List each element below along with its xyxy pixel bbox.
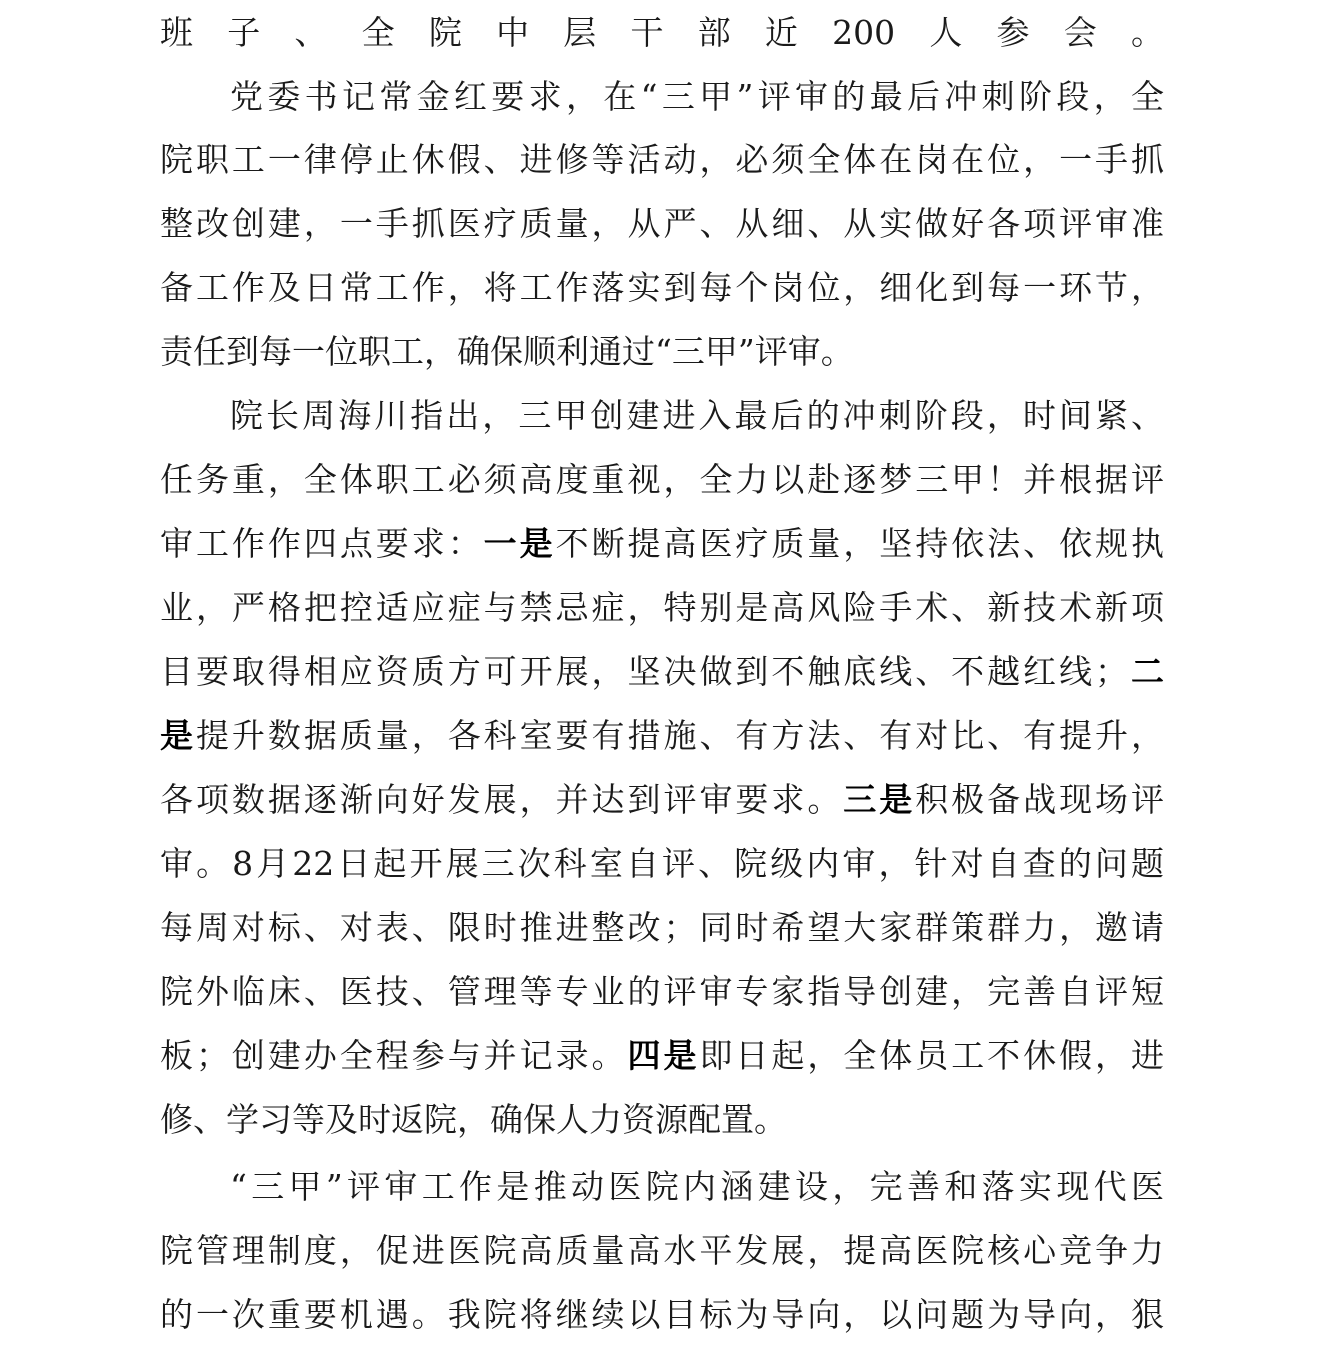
- text-line: 班子、全院中层干部近200人参会。: [160, 13, 1164, 52]
- text-line: 目要取得相应资质方可开展，坚决做到不触底线、不越红线；二: [160, 652, 1165, 691]
- bold-marker: 是: [160, 716, 196, 755]
- text-line: 院管理制度，促进医院高质量高水平发展，提高医院核心竞争力: [160, 1231, 1164, 1270]
- text-line: 业，严格把控适应症与禁忌症，特别是高风险手术、新技术新项: [160, 588, 1164, 627]
- paragraph-first-line: “三甲”评审工作是推动医院内涵建设，完善和落实现代医: [230, 1167, 1164, 1206]
- text-line: 的一次重要机遇。我院将继续以目标为导向，以问题为导向，狠: [160, 1295, 1164, 1334]
- paragraph-first-line: 党委书记常金红要求，在“三甲”评审的最后冲刺阶段，全: [230, 77, 1164, 116]
- text-line: 整改创建，一手抓医疗质量，从严、从细、从实做好各项评审准: [160, 204, 1164, 243]
- text-line: 审工作作四点要求：一是不断提高医疗质量，坚持依法、依规执: [160, 524, 1165, 563]
- text-line: 各项数据逐渐向好发展，并达到评审要求。三是积极备战现场评: [160, 780, 1165, 819]
- bold-marker: 一是: [483, 524, 556, 563]
- text-line: 是提升数据质量，各科室要有措施、有方法、有对比、有提升，: [160, 716, 1165, 755]
- bold-marker: 四是: [627, 1036, 700, 1075]
- bold-marker: 三是: [843, 780, 916, 819]
- text-line: 备工作及日常工作，将工作落实到每个岗位，细化到每一环节，: [160, 268, 1164, 307]
- bold-marker: 二: [1128, 652, 1165, 691]
- text-line: 任务重，全体职工必须高度重视，全力以赴逐梦三甲！并根据评: [160, 460, 1164, 499]
- text-line: 审。8月22日起开展三次科室自评、院级内审，针对自查的问题: [160, 844, 1164, 883]
- text-line: 每周对标、对表、限时推进整改；同时希望大家群策群力，邀请: [160, 908, 1164, 947]
- text-line: 板；创建办全程参与并记录。四是即日起，全体员工不休假，进: [160, 1036, 1165, 1075]
- paragraph-first-line: 院长周海川指出，三甲创建进入最后的冲刺阶段，时间紧、: [230, 396, 1164, 435]
- paragraph-last-line: 责任到每一位职工，确保顺利通过“三甲”评审。: [160, 332, 854, 371]
- text-line: 院外临床、医技、管理等专业的评审专家指导创建，完善自评短: [160, 972, 1164, 1011]
- text-line: 院职工一律停止休假、进修等活动，必须全体在岗在位，一手抓: [160, 140, 1164, 179]
- paragraph-last-line: 修、学习等及时返院，确保人力资源配置。: [160, 1100, 787, 1139]
